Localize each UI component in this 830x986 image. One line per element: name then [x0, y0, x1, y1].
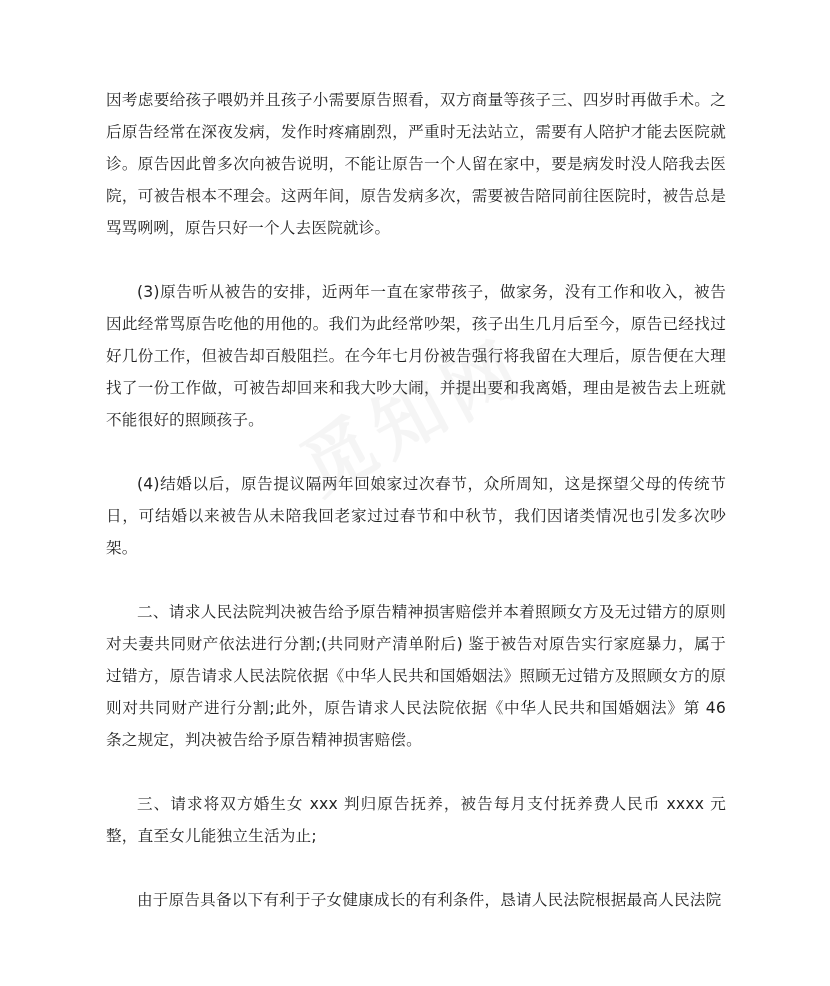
- paragraph-gap: [106, 756, 726, 788]
- paragraph-claim-3: 三、请求将双方婚生女 xxx 判归原告抚养，被告每月支付抚养费人民币 xxxx 元整，直至女儿能独立生活为止;: [106, 795, 726, 845]
- paragraph-item-4: (4)结婚以后，原告提议隔两年回娘家过次春节，众所周知，这是探望父母的传统节日，可结婚以来被告从未陪我回老家过过春节和中秋节，我们因诸类情况也引发多次吵架。: [106, 475, 726, 557]
- paragraph-item-3: (3)原告听从被告的安排，近两年一直在家带孩子，做家务，没有工作和收入，被告因此经常骂原告吃他的用他的。我们为此经常吵架，孩子出生几月后至今，原告已经找过好几份工作，但被告却百般阻拦。在今年七月份被告强行将我留在大理后，原告便在大理找了一份工作做，可被告却回来和我大吵大闹，并提出要和我离婚，理由是被告去上班就不能很好的照顾孩子。: [106, 283, 726, 429]
- paragraph-gap: [106, 564, 726, 596]
- paragraph-gap: [106, 436, 726, 468]
- paragraph-gap: [106, 244, 726, 276]
- paragraph-gap: [106, 852, 726, 884]
- paragraph-conditions: 由于原告具备以下有利于子女健康成长的有利条件，恳请人民法院根据最高人民法院: [137, 891, 722, 909]
- paragraph-claim-2: 二、请求人民法院判决被告给予原告精神损害赔偿并本着照顾女方及无过错方的原则对夫妻共同财产依法进行分割;(共同财产清单附后) 鉴于被告对原告实行家庭暴力，属于过错方，原告请求人民法院依据《中华人民共和国婚姻法》照顾无过错方及照顾女方的原则对共同财产进行分割;此外，原告请求人民法院依据《中华人民共和国婚姻法》第 46 条之规定，判决被告给予原告精神损害赔偿。: [106, 603, 726, 749]
- document-body: [106, 84, 726, 916]
- paragraph-medical-history: 因考虑要给孩子喂奶并且孩子小需要原告照看，双方商量等孩子三、四岁时再做手术。之后原告经常在深夜发病，发作时疼痛剧烈，严重时无法站立，需要有人陪护才能去医院就诊。原告因此曾多次向被告说明，不能让原告一个人留在家中，要是病发时没人陪我去医院，可被告根本不理会。这两年间，原告发病多次，需要被告陪同前往医院时，被告总是骂骂咧咧，原告只好一个人去医院就诊。: [106, 91, 726, 237]
